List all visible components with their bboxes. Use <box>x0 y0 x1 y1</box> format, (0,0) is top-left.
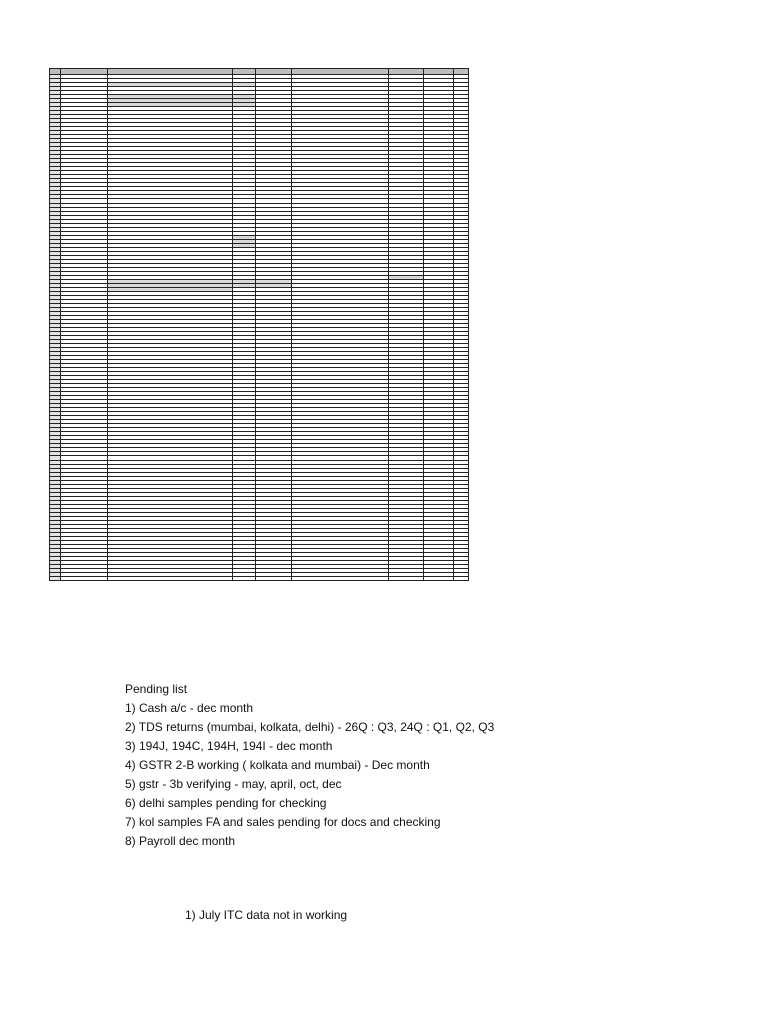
table-cell <box>61 576 108 580</box>
audit-period-label <box>49 57 109 61</box>
table-cell <box>292 576 389 580</box>
pending-item: 8) Payroll dec month <box>125 834 236 848</box>
pending-list <box>125 680 745 851</box>
entry-book-label <box>49 62 109 66</box>
pending-list-title: Pending list <box>125 682 188 696</box>
pending-item: 2) TDS returns (mumbai, kolkata, delhi) - 26Q : Q3, 24Q : Q1, Q2, Q3 <box>125 720 495 734</box>
table-cell <box>454 576 469 580</box>
table-row <box>50 576 469 580</box>
table-cell <box>256 576 292 580</box>
table-cell <box>233 576 256 580</box>
itc-note: 1) July ITC data not in working <box>185 908 348 922</box>
pending-item: 7) kol samples FA and sales pending for docs and checking <box>125 815 441 829</box>
pending-item: 4) GSTR 2-B working ( kolkata and mumbai) - Dec month <box>125 758 430 772</box>
spreadsheet-table <box>49 68 469 581</box>
spreadsheet-grid <box>49 68 468 457</box>
pending-item: 1) Cash a/c - dec month <box>125 701 254 715</box>
sheet-header-block <box>49 52 109 65</box>
spreadsheet-body <box>50 69 469 581</box>
pending-item: 5) gstr - 3b verifying - may, april, oct, dec <box>125 777 342 791</box>
company-name-label <box>49 52 109 56</box>
table-cell <box>50 576 61 580</box>
pending-item: 6) delhi samples pending for checking <box>125 796 327 810</box>
pending-item: 3) 194J, 194C, 194H, 194I - dec month <box>125 739 333 753</box>
table-cell <box>424 576 454 580</box>
table-cell <box>108 576 233 580</box>
table-cell <box>389 576 424 580</box>
